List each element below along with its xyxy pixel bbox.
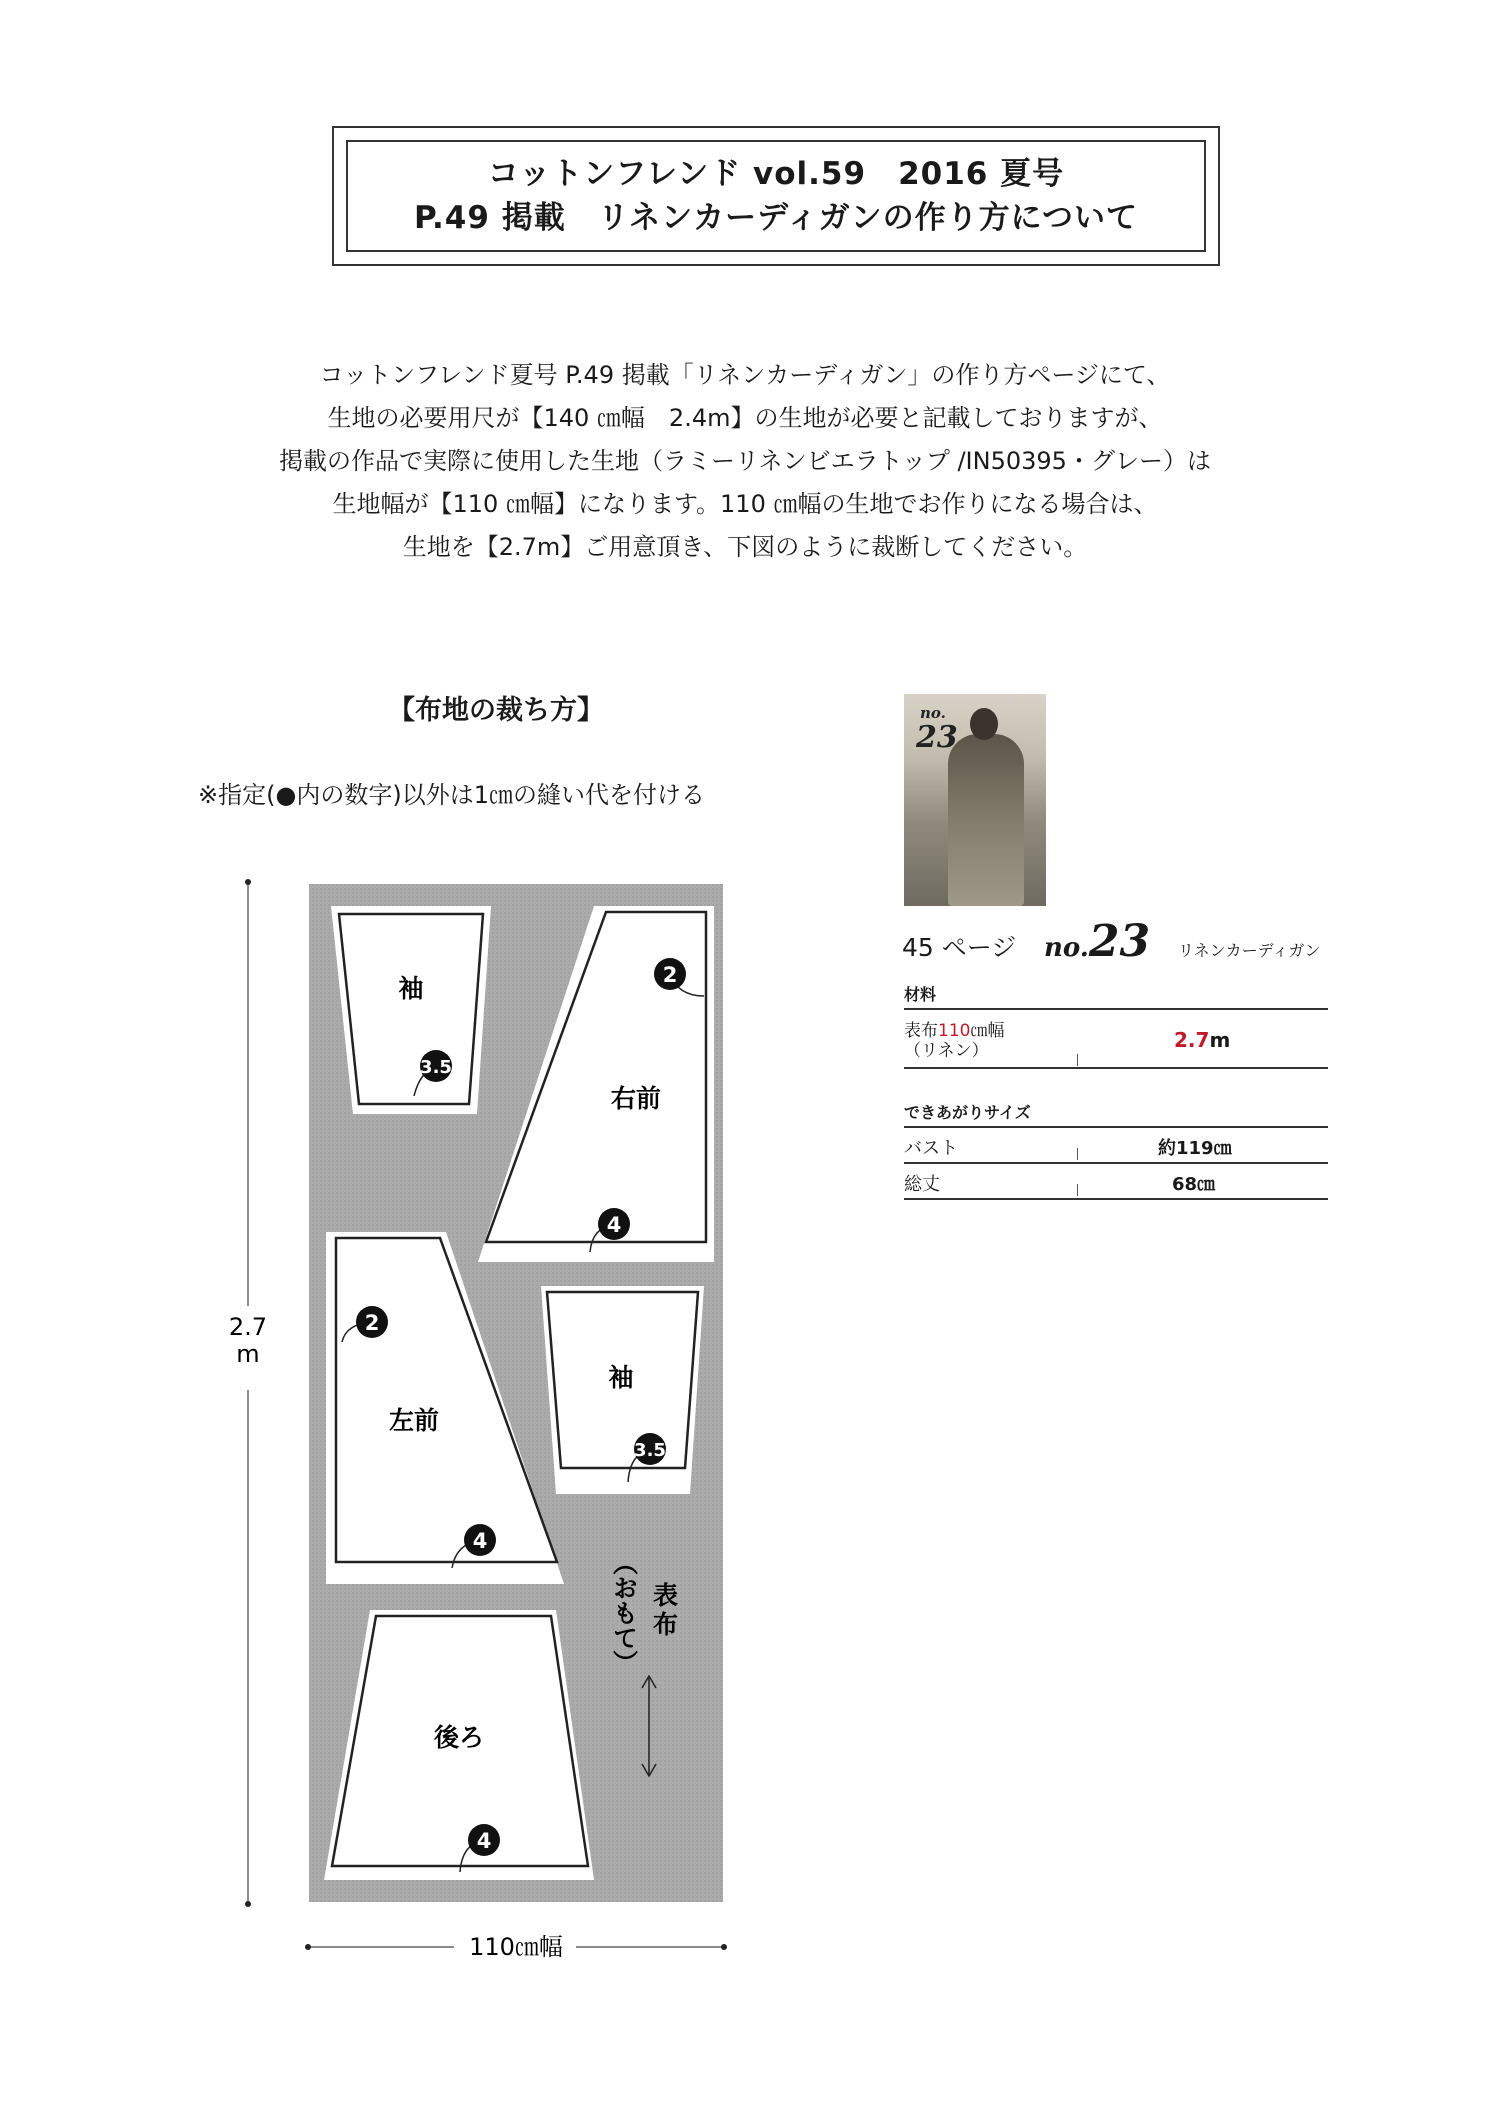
item-number-prefix: no. <box>1044 933 1089 963</box>
materials-fabric-sub: （リネン） <box>904 1041 989 1061</box>
size-bottom-rule <box>904 1198 1328 1200</box>
seam-value: 2 <box>364 1311 380 1335</box>
cutting-section-title: 【布地の裁ち方】 <box>388 695 604 726</box>
size-row-value: 68㎝ <box>1172 1174 1216 1195</box>
column-divider <box>1077 1054 1078 1066</box>
size-row-name: 総丈 <box>904 1174 940 1195</box>
fabric-side-label: （おもて） <box>609 1550 639 1675</box>
fabric-label: 表布 <box>649 1582 679 1640</box>
materials-amount-value: 2.7 <box>1174 1028 1210 1052</box>
seam-value: 2 <box>662 963 678 987</box>
intro-line: 掲載の作品で実際に使用した生地（ラミーリネンビエラトップ /IN50395・グレー）は <box>279 447 1211 475</box>
size-row-rule <box>904 1162 1328 1164</box>
seam-value: 4 <box>476 1829 492 1853</box>
intro-line: 生地の必要用尺が【140 ㎝幅 2.4m】の生地が必要と記載しておりますが、 <box>327 404 1163 432</box>
materials-fabric-name: 表布 <box>904 1021 938 1041</box>
photo-no-label: no. <box>920 704 946 722</box>
seam-value: 3.5 <box>420 1057 452 1078</box>
materials-fabric-unit: ㎝幅 <box>970 1021 1005 1041</box>
item-number-digits: 23 <box>1088 916 1151 967</box>
length-dimension <box>245 879 251 1907</box>
intro-line: コットンフレンド夏号 P.49 掲載「リネンカーディガン」の作り方ページにて、 <box>319 361 1171 389</box>
width-label: 110㎝幅 <box>469 1933 563 1961</box>
length-value: 2.7 <box>228 1313 268 1341</box>
label-left-front: 左前 <box>388 1406 440 1435</box>
piece-sleeve-top <box>331 906 491 1114</box>
size-row-name: バスト <box>904 1138 958 1159</box>
seam-value: 4 <box>472 1529 488 1553</box>
title-line-1: コットンフレンド vol.59 2016 夏号 <box>487 156 1065 192</box>
materials-fabric-width: 110 <box>938 1021 971 1041</box>
materials-amount-unit: m <box>1209 1028 1231 1052</box>
label-right-front: 右前 <box>610 1084 662 1113</box>
intro-line: 生地幅が【110 ㎝幅】になります。110 ㎝幅の生地でお作りになる場合は、 <box>332 490 1158 518</box>
intro-line: 生地を【2.7m】ご用意頂き、下図のように裁断してください。 <box>402 533 1088 561</box>
materials-bottom-rule <box>904 1067 1328 1069</box>
length-unit: m <box>236 1340 260 1368</box>
size-row-value: 約119㎝ <box>1158 1138 1232 1159</box>
label-sleeve-top: 袖 <box>398 974 424 1003</box>
seam-value: 3.5 <box>634 1440 666 1461</box>
size-top-rule <box>904 1126 1328 1128</box>
seam-value: 4 <box>606 1213 622 1237</box>
product-photo <box>904 694 1046 906</box>
page-reference: 45 ページ <box>902 933 1017 962</box>
column-divider <box>1077 1148 1078 1160</box>
size-label: できあがりサイズ <box>904 1103 1031 1122</box>
seam-allowance-note: ※指定(●内の数字)以外は1㎝の縫い代を付ける <box>198 781 706 809</box>
photo-number: 23 <box>916 720 958 755</box>
column-divider <box>1077 1184 1078 1196</box>
product-name: リネンカーディガン <box>1178 941 1321 960</box>
materials-label: 材料 <box>904 985 937 1004</box>
materials-amount <box>1174 1028 1230 1052</box>
materials-top-rule <box>904 1008 1328 1010</box>
photo-head <box>970 708 998 740</box>
title-line-2: P.49 掲載 リネンカーディガンの作り方について <box>413 200 1138 236</box>
label-back: 後ろ <box>433 1723 485 1752</box>
label-sleeve-mid: 袖 <box>608 1363 634 1392</box>
item-number <box>1044 916 1150 967</box>
photo-figure <box>948 734 1024 906</box>
